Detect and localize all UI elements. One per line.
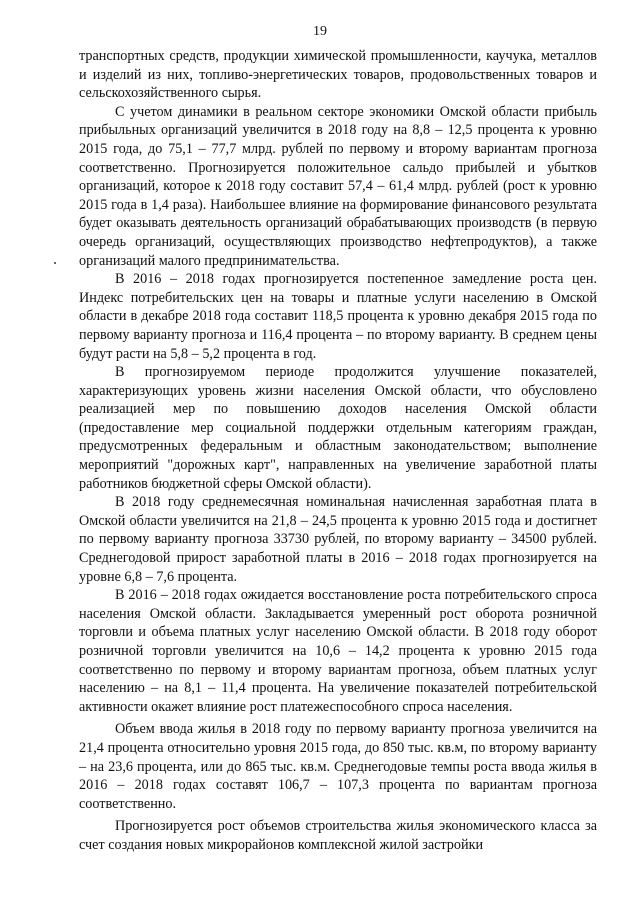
paragraph-price-forecast: В 2016 – 2018 годах прогнозируется постепенное замедление роста цен. Индекс потребительских цен на товары и платные услуги населению в Омской области в декабре 2018 года составит 118,5 процента к уровню декабря 2015 года по первому варианту прогноза и 116,4 процента – по второму варианту. В среднем цены будут расти на 5,8 – 5,2 процента в год. <box>79 271 597 362</box>
paragraph-continuation: транспортных средств, продукции химической промышленности, каучука, металлов и изделий из них, топливо-энергетических товаров, продовольственных товаров и сельскохозяйственного сырья. <box>79 48 597 102</box>
paragraph-housing: Объем ввода жилья в 2018 году по первому варианту прогноза увеличится на 21,4 процента относительно уровня 2015 года, до 850 тыс. кв.м, по второму варианту – на 23,6 процента, или до 865 тыс. кв.м. Среднегодовые темпы роста ввода жилья в 2016 – 2018 годах составят 106,7 – 107,3 процента по вариантам прогноза соответственно. <box>79 721 597 812</box>
paragraph-wages: В 2018 году среднемесячная номинальная начисленная заработная плата в Омской области увеличится на 21,8 – 24,5 процента к уровню 2015 года и достигнет по первому варианту прогноза 33730 рублей, по второму варианту – 34500 рублей. Среднегодовой прирост заработной платы в 2016 – 2018 годах прогнозируется на уровне 6,8 – 7,6 процента. <box>79 494 597 585</box>
paragraph-construction: Прогнозируется рост объемов строительства жилья экономического класса за счет создания новых микрорайонов комплексной жилой застройки <box>79 818 597 853</box>
document-body <box>79 47 597 855</box>
paragraph-consumer-demand: В 2016 – 2018 годах ожидается восстановление роста потребительского спроса населения Омской области. Закладывается умеренный рост оборота розничной торговли и объема платных услуг населению Омской области. В 2018 году оборот розничной торговли увеличится на 10,6 – 14,2 процента к уровню 2015 года соответственно по первому и второму вариантам прогноза, объем платных услуг населению – на 8,1 – 11,4 процента. На увеличение показателей потребительской активности окажет влияние рост платежеспособного спроса населения. <box>79 587 597 715</box>
paragraph-profit-forecast: С учетом динамики в реальном секторе экономики Омской области прибыль прибыльных организаций увеличится в 2018 году на 8,8 – 12,5 процента к уровню 2015 года, до 75,1 – 77,7 млрд. рублей по первому и второму вариантам прогноза соответственно. Прогнозируется положительное сальдо прибылей и убытков организаций, которое к 2018 году составит 57,4 – 61,4 млрд. рублей (рост к уровню 2015 года в 1,4 раза). Наибольшее влияние на формирование финансового результата будет оказывать деятельность организаций обрабатывающих производств (в первую очередь организаций, осуществляющих производство нефтепродуктов), а также организаций малого предпринимательства. <box>79 103 597 269</box>
paragraph-living-standards: В прогнозируемом периоде продолжится улучшение показателей, характеризующих уровень жизни населения Омской области, что обусловлено реализацией мер по повышению доходов населения Омской области (предоставление мер социальной поддержки отдельным категориям граждан, предусмотренных федеральным и областным законодательством; выполнение мероприятий "дорожных карт", направленных на увеличение заработной платы работников бюджетной сферы Омской области). <box>79 364 597 492</box>
page-number: 19 <box>313 24 327 39</box>
margin-mark <box>54 262 56 264</box>
